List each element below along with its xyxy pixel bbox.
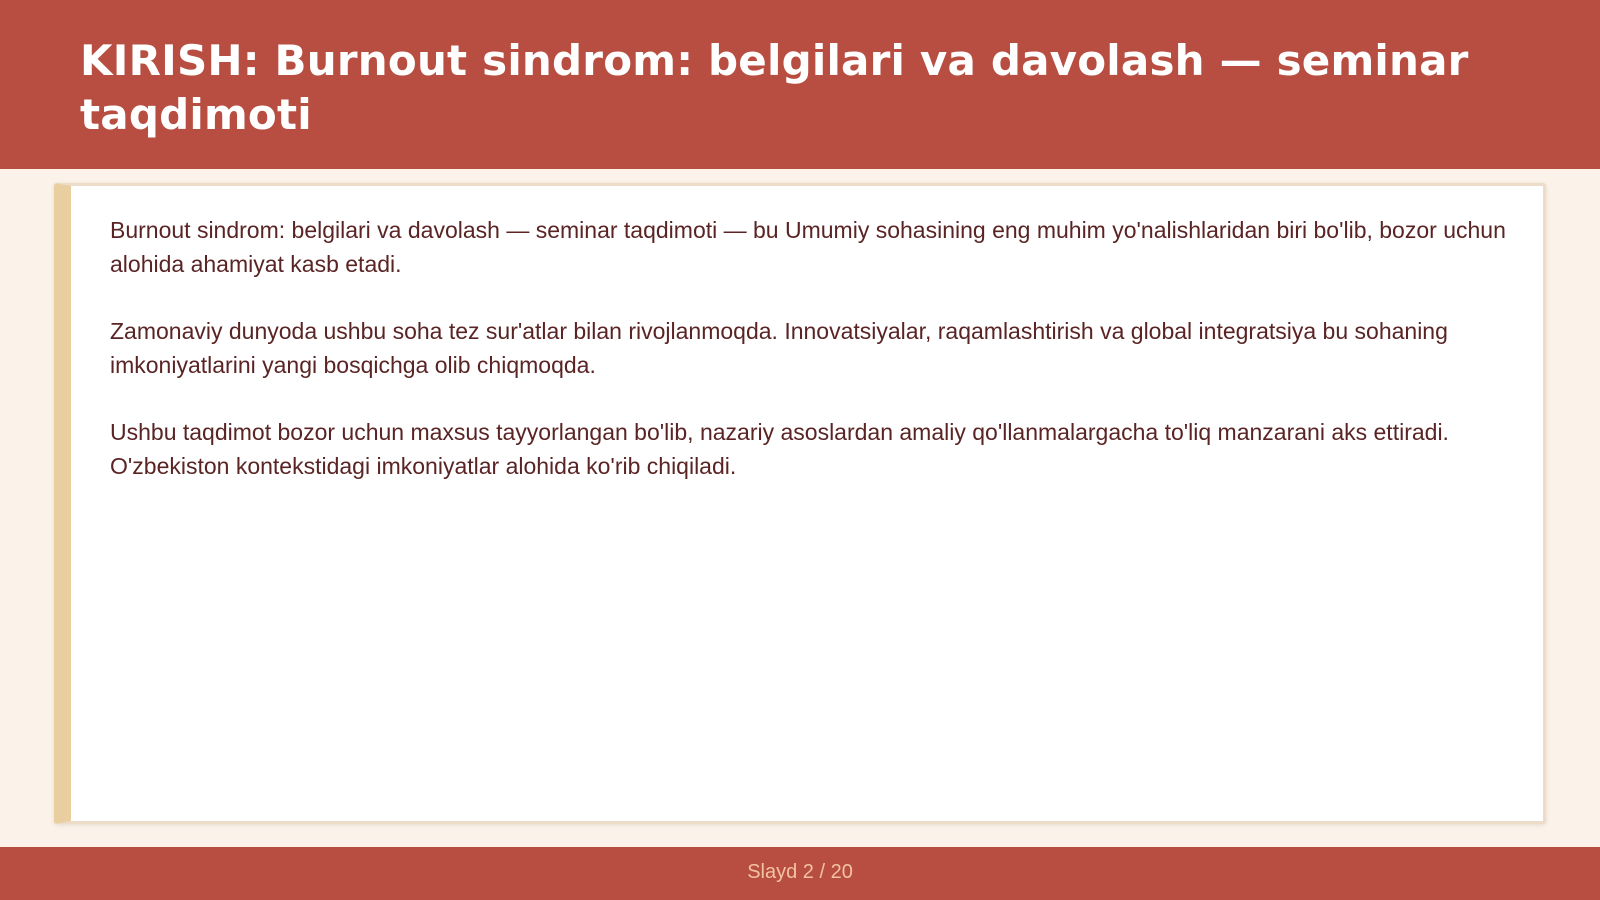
slide-header — [0, 0, 1600, 169]
paragraph-modern-world: Zamonaviy dunyoda ushbu soha tez sur'atlar bilan rivojlanmoqda. Innovatsiyalar, raqamlashtirish va global integratsiya bu sohaning imkoniyatlarini yangi bosqichga olib chiqmoqda. — [110, 318, 1448, 378]
content-body — [110, 213, 1520, 516]
slide-counter: Slayd 2 / 20 — [747, 861, 853, 883]
slide-title: KIRISH: Burnout sindrom: belgilari va davolash — seminar taqdimoti — [80, 36, 1469, 139]
slide-footer — [0, 847, 1600, 900]
paragraph-intro: Burnout sindrom: belgilari va davolash — seminar taqdimoti — bu Umumiy sohasining eng muhim yo'nalishlaridan biri bo'lib, bozor uchun alohida ahamiyat kasb etadi. — [110, 217, 1506, 277]
paragraph-presentation-scope: Ushbu taqdimot bozor uchun maxsus tayyorlangan bo'lib, nazariy asoslardan amaliy qo'llanmalargacha to'liq manzarani aks ettiradi. O'zbekiston kontekstidagi imkoniyatlar alohida ko'rib chiqiladi. — [110, 419, 1449, 479]
content-card — [54, 183, 1546, 824]
